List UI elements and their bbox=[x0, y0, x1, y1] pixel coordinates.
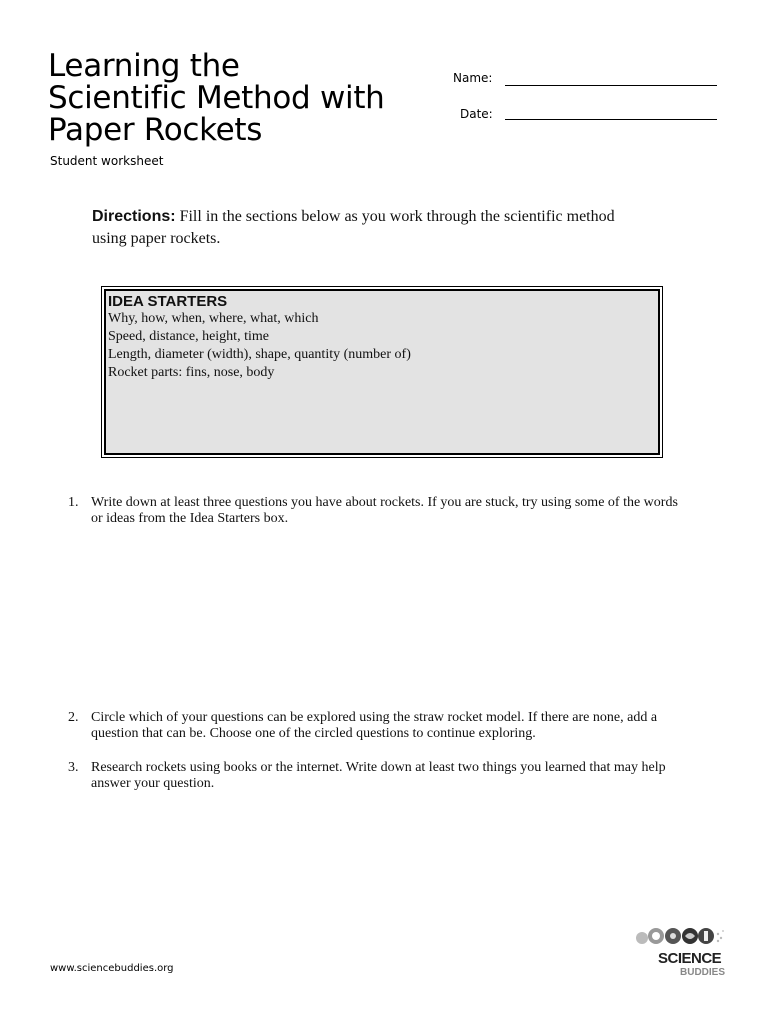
logo-line-1: SCIENCE bbox=[658, 950, 722, 967]
name-field-line[interactable] bbox=[505, 85, 717, 86]
directions-paragraph bbox=[92, 206, 652, 250]
idea-starter-item: Length, diameter (width), shape, quantity (number of) bbox=[108, 347, 411, 362]
directions-text: Fill in the sections below as you work through the scientific method using paper rockets. bbox=[92, 208, 615, 247]
idea-starters-panel bbox=[104, 289, 660, 455]
date-label: Date: bbox=[460, 107, 493, 121]
logo-wordmark bbox=[658, 952, 725, 980]
question-text: Write down at least three questions you have about rockets. If you are stuck, try using some of the words or ideas from the Idea Starters box. bbox=[91, 495, 678, 526]
question-text: Circle which of your questions can be explored using the straw rocket model. If there are none, add a question that can be. Choose one of the circled questions to continue exploring. bbox=[91, 710, 658, 741]
title-line-2: Scientific Method with bbox=[48, 80, 385, 116]
idea-starter-item: Rocket parts: fins, nose, body bbox=[108, 365, 275, 380]
question-number: 2. bbox=[68, 710, 79, 725]
name-label: Name: bbox=[453, 71, 493, 85]
footer-url: www.sciencebuddies.org bbox=[50, 963, 174, 974]
idea-starter-item: Why, how, when, where, what, which bbox=[108, 311, 319, 326]
logo-line-2: BUDDIES bbox=[680, 967, 726, 978]
question-1 bbox=[68, 495, 688, 527]
question-text: Research rockets using books or the internet. Write down at least two things you learned that may help answer your question. bbox=[91, 760, 666, 791]
title-line-3: Paper Rockets bbox=[48, 112, 263, 148]
idea-starter-item: Speed, distance, height, time bbox=[108, 329, 269, 344]
question-2 bbox=[68, 710, 688, 742]
directions-heading: Directions: bbox=[92, 208, 176, 225]
question-number: 1. bbox=[68, 495, 79, 510]
worksheet-title bbox=[48, 50, 438, 146]
idea-starters-box bbox=[101, 286, 663, 458]
question-3 bbox=[68, 760, 688, 792]
date-field-line[interactable] bbox=[505, 119, 717, 120]
idea-starters-title: IDEA STARTERS bbox=[108, 293, 228, 310]
worksheet-subtitle: Student worksheet bbox=[50, 154, 164, 168]
question-number: 3. bbox=[68, 760, 79, 775]
title-line-1: Learning the bbox=[48, 48, 240, 84]
